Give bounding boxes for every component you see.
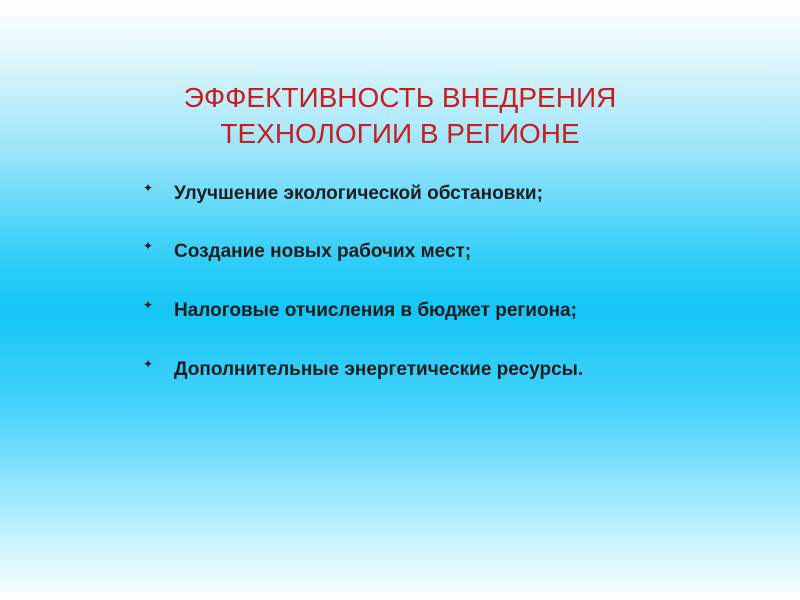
bullet-item (0, 238, 800, 268)
slide-title-line-1: ЭФФЕКТИВНОСТЬ ВНЕДРЕНИЯ (183, 81, 617, 113)
slide-title-line-2: ТЕХНОЛОГИИ В РЕГИОНЕ (220, 117, 580, 149)
bullet-text: Создание новых рабочих мест; (174, 241, 472, 262)
bullet-marker-icon: ✦ (143, 239, 154, 253)
bullet-text: Налоговые отчисления в бюджет региона; (174, 300, 577, 321)
bullet-text: Улучшение экологической обстановки; (174, 183, 543, 204)
bullet-item (0, 180, 800, 210)
bullet-item (0, 297, 800, 327)
bullet-text: Дополнительные энергетические ресурсы. (174, 359, 584, 380)
bullet-marker-icon: ✦ (143, 357, 154, 371)
bullet-item (0, 356, 800, 386)
bullet-marker-icon: ✦ (143, 181, 154, 195)
bullet-marker-icon: ✦ (143, 298, 154, 312)
